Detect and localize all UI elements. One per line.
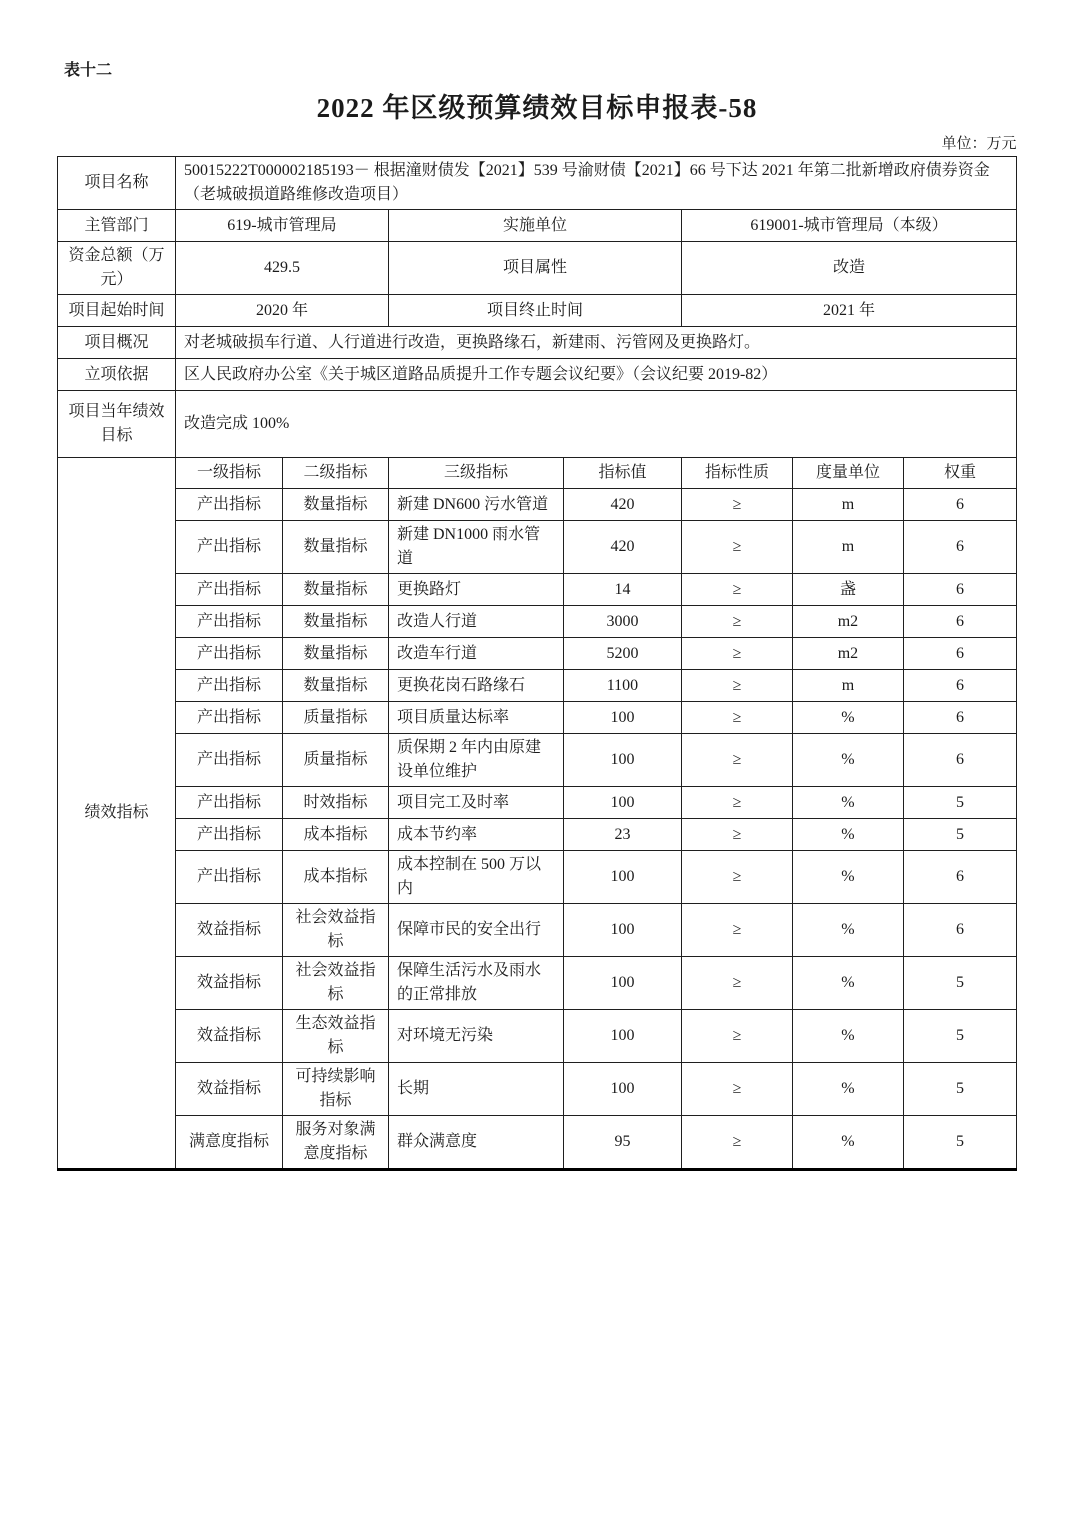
level1-cell: 效益指标 [175,904,282,957]
project-name-value: 50015222T000002185193－ 根据潼财债发【2021】539 号渝财债【2021】66 号下达 2021 年第二批新增政府债券资金（老城破损道路维修改造项目） [175,157,1016,210]
value-cell: 100 [563,904,681,957]
unit-cell: m [792,489,903,521]
value-cell: 100 [563,734,681,787]
level2-cell: 成本指标 [282,819,388,851]
weight-cell: 6 [903,904,1016,957]
level2-cell: 质量指标 [282,702,388,734]
indicator-row [57,574,1016,606]
unit-cell: m2 [792,638,903,670]
unit-cell: m [792,670,903,702]
value-cell: 3000 [563,606,681,638]
indicator-row [57,734,1016,787]
header-value: 指标值 [563,458,681,489]
level1-cell: 效益指标 [175,957,282,1010]
value-cell: 100 [563,1010,681,1063]
value-cell: 1100 [563,670,681,702]
nature-cell: ≥ [681,851,792,904]
level3-cell: 新建 DN600 污水管道 [388,489,563,521]
level3-cell: 质保期 2 年内由原建设单位维护 [388,734,563,787]
header-level2: 二级指标 [282,458,388,489]
level3-cell: 新建 DN1000 雨水管道 [388,521,563,574]
level3-cell: 更换路灯 [388,574,563,606]
value-cell: 100 [563,851,681,904]
indicator-row [57,638,1016,670]
level2-cell: 生态效益指标 [282,1010,388,1063]
nature-cell: ≥ [681,574,792,606]
level1-cell: 产出指标 [175,670,282,702]
row-basis [57,359,1016,391]
indicator-row [57,1010,1016,1063]
level2-cell: 数量指标 [282,638,388,670]
nature-cell: ≥ [681,1010,792,1063]
nature-cell: ≥ [681,670,792,702]
nature-cell: ≥ [681,957,792,1010]
weight-cell: 5 [903,787,1016,819]
header-level1: 一级指标 [175,458,282,489]
level2-cell: 时效指标 [282,787,388,819]
level1-cell: 效益指标 [175,1010,282,1063]
weight-cell: 5 [903,1063,1016,1116]
row-project-name [57,157,1016,210]
overview-label: 项目概况 [57,327,175,359]
level3-cell: 成本节约率 [388,819,563,851]
indicator-row [57,489,1016,521]
unit-cell: m [792,521,903,574]
weight-cell: 5 [903,1116,1016,1170]
level2-cell: 数量指标 [282,521,388,574]
budget-performance-table [57,156,1017,1171]
level3-cell: 成本控制在 500 万以内 [388,851,563,904]
unit-cell: % [792,851,903,904]
level3-cell: 更换花岗石路缘石 [388,670,563,702]
indicator-row [57,1063,1016,1116]
total-fund-label: 资金总额（万元） [57,242,175,295]
impl-unit-label: 实施单位 [388,210,681,242]
level3-cell: 项目质量达标率 [388,702,563,734]
indicator-header-row [57,458,1016,489]
level1-cell: 满意度指标 [175,1116,282,1170]
level2-cell: 数量指标 [282,574,388,606]
weight-cell: 5 [903,819,1016,851]
level2-cell: 社会效益指标 [282,904,388,957]
weight-cell: 5 [903,957,1016,1010]
unit-cell: % [792,1010,903,1063]
level1-cell: 产出指标 [175,787,282,819]
row-dept [57,210,1016,242]
nature-cell: ≥ [681,702,792,734]
start-time-label: 项目起始时间 [57,295,175,327]
nature-cell: ≥ [681,904,792,957]
indicator-row [57,670,1016,702]
value-cell: 100 [563,787,681,819]
weight-cell: 6 [903,851,1016,904]
level1-cell: 产出指标 [175,851,282,904]
end-time-label: 项目终止时间 [388,295,681,327]
level2-cell: 质量指标 [282,734,388,787]
level1-cell: 产出指标 [175,606,282,638]
level1-cell: 产出指标 [175,734,282,787]
start-time-value: 2020 年 [175,295,388,327]
weight-cell: 6 [903,702,1016,734]
level1-cell: 产出指标 [175,574,282,606]
basis-label: 立项依据 [57,359,175,391]
project-name-label: 项目名称 [57,157,175,210]
level1-cell: 产出指标 [175,521,282,574]
weight-cell: 5 [903,1010,1016,1063]
nature-cell: ≥ [681,606,792,638]
indicator-row [57,851,1016,904]
value-cell: 14 [563,574,681,606]
level3-cell: 项目完工及时率 [388,787,563,819]
value-cell: 5200 [563,638,681,670]
annual-goal-label: 项目当年绩效目标 [57,391,175,458]
header-nature: 指标性质 [681,458,792,489]
nature-cell: ≥ [681,1063,792,1116]
nature-cell: ≥ [681,734,792,787]
level3-cell: 改造人行道 [388,606,563,638]
corner-label: 表十二 [64,62,113,79]
unit-cell: m2 [792,606,903,638]
indicator-row [57,1116,1016,1170]
level2-cell: 数量指标 [282,606,388,638]
weight-cell: 6 [903,670,1016,702]
unit-cell: % [792,819,903,851]
unit-cell: % [792,787,903,819]
level3-cell: 长期 [388,1063,563,1116]
nature-cell: ≥ [681,489,792,521]
level2-cell: 成本指标 [282,851,388,904]
header-unit: 度量单位 [792,458,903,489]
annual-goal-value: 改造完成 100% [175,391,1016,458]
row-overview [57,327,1016,359]
level3-cell: 群众满意度 [388,1116,563,1170]
indicator-row [57,819,1016,851]
dept-label: 主管部门 [57,210,175,242]
attribute-label: 项目属性 [388,242,681,295]
value-cell: 100 [563,702,681,734]
value-cell: 100 [563,957,681,1010]
row-annual-goal [57,391,1016,458]
weight-cell: 6 [903,606,1016,638]
dept-value: 619-城市管理局 [175,210,388,242]
unit-cell: % [792,702,903,734]
nature-cell: ≥ [681,521,792,574]
unit-cell: % [792,734,903,787]
end-time-value: 2021 年 [681,295,1016,327]
nature-cell: ≥ [681,819,792,851]
page-title: 2022 年区级预算绩效目标申报表-58 [316,93,758,123]
level1-cell: 产出指标 [175,489,282,521]
level1-cell: 产出指标 [175,638,282,670]
indicator-row [57,702,1016,734]
unit-cell: % [792,957,903,1010]
indicator-row [57,957,1016,1010]
unit-cell: % [792,1063,903,1116]
level3-cell: 对环境无污染 [388,1010,563,1063]
level2-cell: 数量指标 [282,489,388,521]
weight-cell: 6 [903,574,1016,606]
nature-cell: ≥ [681,1116,792,1170]
weight-cell: 6 [903,734,1016,787]
level1-cell: 产出指标 [175,819,282,851]
header-weight: 权重 [903,458,1016,489]
value-cell: 100 [563,1063,681,1116]
impl-unit-value: 619001-城市管理局（本级） [681,210,1016,242]
value-cell: 95 [563,1116,681,1170]
value-cell: 420 [563,489,681,521]
row-time [57,295,1016,327]
level3-cell: 保障生活污水及雨水的正常排放 [388,957,563,1010]
nature-cell: ≥ [681,787,792,819]
nature-cell: ≥ [681,638,792,670]
indicator-section-label: 绩效指标 [57,458,175,1170]
unit-cell: 盏 [792,574,903,606]
level2-cell: 服务对象满意度指标 [282,1116,388,1170]
value-cell: 23 [563,819,681,851]
unit-note: 单位：万元 [941,136,1017,152]
value-cell: 420 [563,521,681,574]
level1-cell: 效益指标 [175,1063,282,1116]
weight-cell: 6 [903,521,1016,574]
level2-cell: 可持续影响指标 [282,1063,388,1116]
level1-cell: 产出指标 [175,702,282,734]
unit-cell: % [792,904,903,957]
weight-cell: 6 [903,638,1016,670]
attribute-value: 改造 [681,242,1016,295]
level2-cell: 社会效益指标 [282,957,388,1010]
basis-value: 区人民政府办公室《关于城区道路品质提升工作专题会议纪要》（会议纪要 2019-82） [175,359,1016,391]
indicator-row [57,521,1016,574]
unit-cell: % [792,1116,903,1170]
indicator-row [57,606,1016,638]
weight-cell: 6 [903,489,1016,521]
indicator-row [57,904,1016,957]
indicator-row [57,787,1016,819]
row-fund [57,242,1016,295]
total-fund-value: 429.5 [175,242,388,295]
level3-cell: 保障市民的安全出行 [388,904,563,957]
overview-value: 对老城破损车行道、人行道进行改造，更换路缘石，新建雨、污管网及更换路灯。 [175,327,1016,359]
level3-cell: 改造车行道 [388,638,563,670]
header-level3: 三级指标 [388,458,563,489]
level2-cell: 数量指标 [282,670,388,702]
